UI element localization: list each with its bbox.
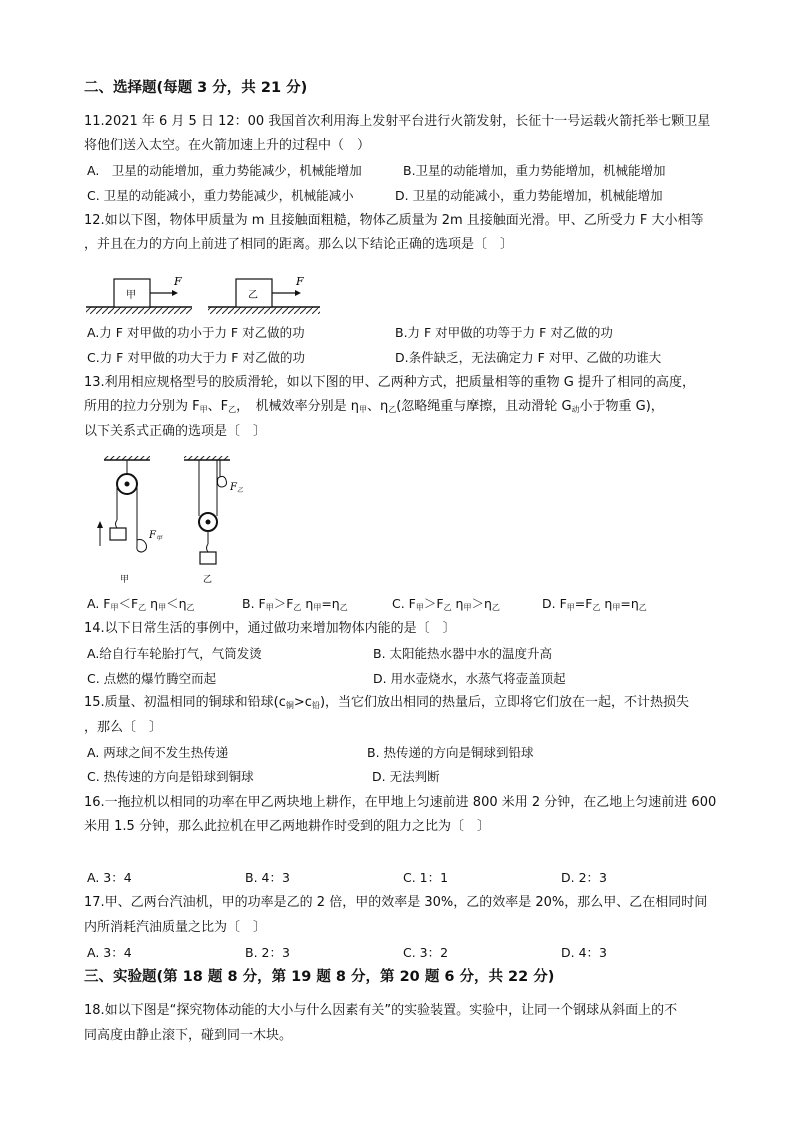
q16-option-a: A. 3：4 [87, 870, 132, 885]
q11-option-d: D. 卫星的动能减小，重力势能增加，机械能增加 [395, 188, 663, 203]
q16-stem-line2: 米用 1.5 分钟，那么此拉机在甲乙两地耕作时受到的阻力之比为〔 〕 [84, 819, 490, 834]
section-title-choice: 二、选择题(每题 3 分，共 21 分) [84, 80, 308, 96]
q15-stem-line1: 15.质量、初温相同的铜球和铅球$(c_铜>c_铅)$，当它们放出相同的热量后，立即将它们放在一起，不计热损失 [84, 695, 690, 710]
q16-stem-line1: 16.一拖拉机以相同的功率在甲乙两块地上耕作，在甲地上匀速前进 800 米用 2 分钟，在乙地上匀速前进 600 [84, 795, 717, 810]
q13-option-c: C. $F_甲>F_乙$ $\eta_甲>\eta_乙$ [392, 596, 500, 612]
q18-stem-line2: 同高度由静止滚下，碰到同一木块。 [84, 1028, 293, 1043]
q17-stem-line2: 内所消耗汽油质量之比为〔 〕 [84, 920, 267, 935]
q11-option-c: C. 卫星的动能减小，重力势能减少，机械能减小 [87, 188, 354, 203]
q15-option-c: C. 热传速的方向是铅球到铜球 [87, 769, 254, 784]
q18-stem-line1: 18.如以下图是“探究物体动能的大小与什么因素有关”的实验装置。实验中，让同一个钢球从斜面上的不 [84, 1003, 678, 1018]
ground-jia [86, 307, 192, 314]
q13-pulley-figure [92, 454, 252, 586]
force-label-yi: F [296, 275, 304, 288]
q15-option-d: D. 无法判断 [372, 769, 440, 784]
q11-option-b: B.卫星的动能增加，重力势能增加，机械能增加 [403, 163, 666, 178]
q17-stem-line1: 17.甲、乙两台汽油机，甲的功率是乙的 2 倍，甲的效率是 30%，乙的效率是 20%，那么甲、乙在相同时间 [84, 895, 708, 910]
block-jia-label: 甲 [126, 290, 136, 301]
q16-option-b: B. 4：3 [245, 870, 290, 885]
fig-label-jia: 甲 [120, 575, 130, 585]
hand-yi [218, 476, 227, 487]
section-title-experiment: 三、实验题(第 18 题 8 分，第 19 题 8 分，第 20 题 6 分，共 22 分) [84, 969, 555, 985]
q17-option-c: C. 3：2 [403, 945, 449, 960]
ground-yi [208, 307, 320, 314]
hand-jia [137, 540, 147, 553]
q12-option-a: A.力 F 对甲做的功小于力 F 对乙做的功 [87, 325, 305, 340]
force-label-fjia: $F_甲$ [149, 530, 162, 542]
q13-stem-line1: 13.利用相应规格型号的胶质滑轮，如以下图的甲、乙两种方式，把质量相等的重物 G 提升了相同的高度， [84, 375, 696, 390]
q12-stem-line1: 12.如以下图，物体甲质量为 m 且接触面粗糙，物体乙质量为 2m 且接触面光滑。甲、乙所受力 F 大小相等 [84, 213, 704, 228]
q11-option-a: A. 卫星的动能增加，重力势能减少，机械能增加 [87, 163, 362, 178]
q12-option-c: C.力 F 对甲做的功大于力 F 对乙做的功 [87, 350, 305, 365]
weight-yi [200, 552, 216, 564]
fig-label-yi: 乙 [203, 575, 213, 585]
q11-stem-line1: 11.2021 年 6 月 5 日 12：00 我国首次利用海上发射平台进行火箭发射，长征十一号运载火箭托举七颗卫星 [84, 114, 711, 129]
force-label-jia: F [174, 275, 182, 288]
q14-option-b: B. 太阳能热水器中水的温度升高 [373, 646, 553, 661]
force-label-fyi: $F_乙$ [230, 482, 243, 494]
q16-option-c: C. 1：1 [403, 870, 449, 885]
q14-option-a: A.给自行车轮胎打气，气筒发烫 [87, 646, 262, 661]
q12-figure [84, 266, 324, 322]
q12-option-b: B.力 F 对甲做的功等于力 F 对乙做的功 [395, 325, 613, 340]
q13-stem-line2: 所用的拉力分别为 $F_甲$、$F_乙$， 机械效率分别是 $\eta_甲$、$\eta_乙$(忽略绳重与摩擦，且动滑轮 $G_动$小于物重 G)， [84, 399, 664, 414]
q12-stem-line2: ，并且在力的方向上前进了相同的距离。那么以下结论正确的选项是〔 〕 [84, 237, 514, 252]
q12-option-d: D.条件缺乏，无法确定力 F 对甲、乙做的功谁大 [395, 350, 662, 365]
q13-option-a: A. $F_甲<F_乙$ $\eta_甲<\eta_乙$ [87, 596, 195, 612]
q14-option-d: D. 用水壶烧水，水蒸气将壶盖顶起 [373, 671, 566, 686]
q13-stem-line3: 以下关系式正确的选项是〔 〕 [84, 424, 267, 439]
q14-option-c: C. 点燃的爆竹腾空而起 [87, 671, 217, 686]
block-yi-label: 乙 [248, 290, 258, 301]
q16-option-d: D. 2：3 [561, 870, 607, 885]
q17-option-b: B. 2：3 [245, 945, 290, 960]
q17-option-d: D. 4：3 [561, 945, 607, 960]
weight-jia [110, 528, 126, 540]
q15-stem-line2: ，那么〔 〕 [84, 720, 163, 735]
q15-option-a: A. 两球之间不发生热传递 [87, 745, 229, 760]
q11-stem-line2: 将他们送入太空。在火箭加速上升的过程中（ ） [84, 138, 371, 153]
q13-option-d: D. $F_甲=F_乙$ $\eta_甲=\eta_乙$ [542, 596, 647, 612]
q14-stem: 14.以下日常生活的事例中，通过做功来增加物体内能的是〔 〕 [84, 621, 456, 636]
q15-option-b: B. 热传递的方向是铜球到铅球 [367, 745, 534, 760]
q13-option-b: B. $F_甲>F_乙$ $\eta_甲=\eta_乙$ [242, 596, 348, 612]
q17-option-a: A. 3：4 [87, 945, 132, 960]
